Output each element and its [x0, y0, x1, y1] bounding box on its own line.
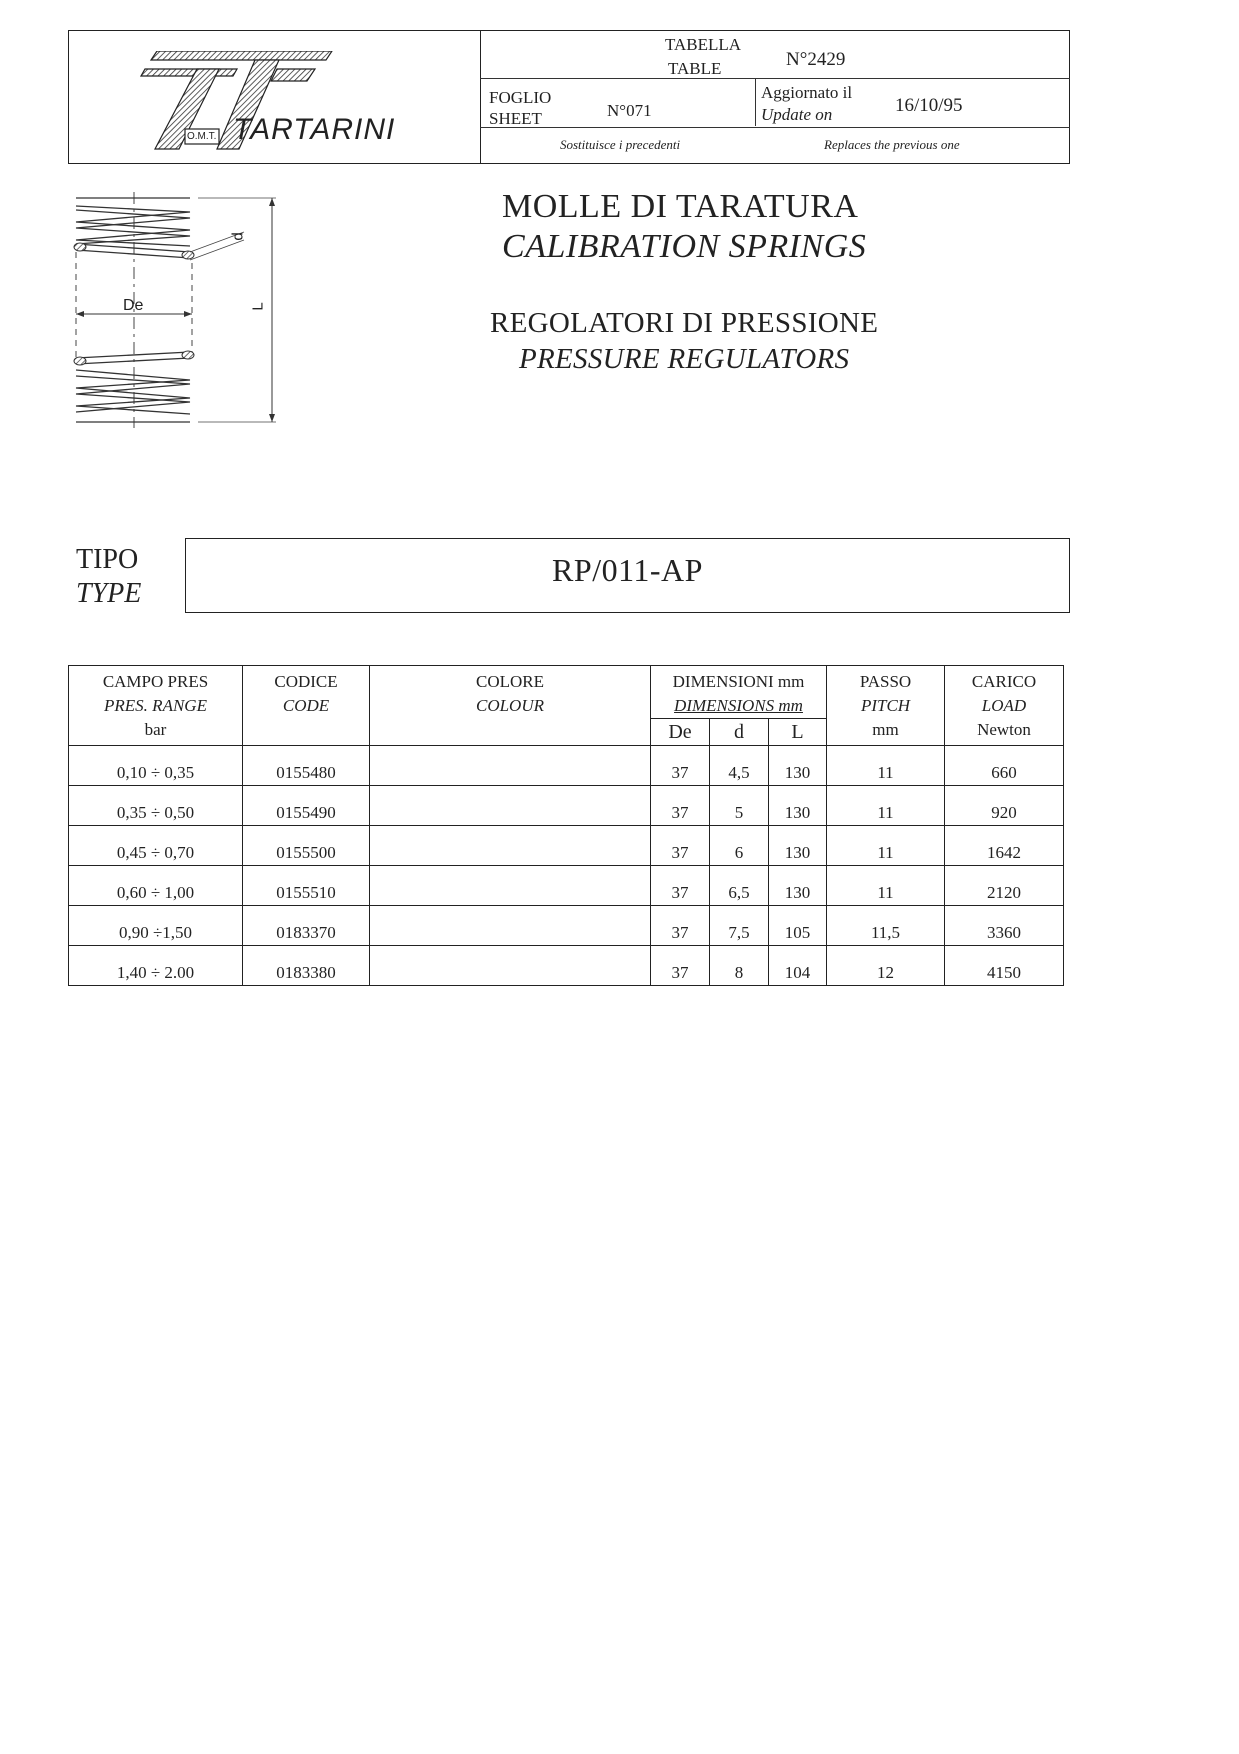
header-load	[945, 666, 1064, 746]
cell-colour	[370, 866, 651, 906]
cell-colour	[370, 906, 651, 946]
cell-pitch: 11,5	[827, 906, 945, 946]
cell-de: 37	[651, 746, 710, 786]
diagram-label-de: De	[123, 297, 144, 314]
header-range	[69, 666, 243, 746]
header-d: d	[710, 719, 769, 746]
header-colour	[370, 666, 651, 746]
cell-range: 0,90 ÷1,50	[69, 906, 243, 946]
header-divider-1	[480, 78, 1070, 79]
table-label-it: TABELLA	[665, 35, 742, 54]
header-range-en: PRES. RANGE	[104, 696, 207, 715]
cell-pitch: 11	[827, 746, 945, 786]
cell-code: 0155500	[243, 826, 370, 866]
cell-range: 0,10 ÷ 0,35	[69, 746, 243, 786]
updated-date: 16/10/95	[895, 95, 963, 116]
updated-label-en: Update on	[761, 105, 833, 124]
type-value: RP/011-AP	[552, 552, 703, 588]
cell-range: 0,45 ÷ 0,70	[69, 826, 243, 866]
table-row	[69, 906, 1064, 946]
cell-load: 4150	[945, 946, 1064, 986]
type-box	[185, 538, 1070, 613]
header-colour-it: COLORE	[476, 672, 544, 691]
cell-code: 0155510	[243, 866, 370, 906]
header-load-unit: Newton	[977, 720, 1031, 739]
header-load-it: CARICO	[971, 672, 1037, 691]
header-l: L	[769, 719, 827, 746]
cell-pitch: 11	[827, 826, 945, 866]
cell-load: 2120	[945, 866, 1064, 906]
sheet-number: N°071	[607, 101, 652, 120]
cell-range: 0,60 ÷ 1,00	[69, 866, 243, 906]
sheet-label-it: FOGLIO	[489, 88, 552, 107]
cell-code: 0183370	[243, 906, 370, 946]
cell-load: 660	[945, 746, 1064, 786]
title-sub-en: PRESSURE REGULATORS	[519, 343, 850, 375]
cell-range: 1,40 ÷ 2.00	[69, 946, 243, 986]
header-divider-2	[480, 127, 1070, 128]
header-pitch-en: PITCH	[860, 696, 911, 715]
sheet-label-en: SHEET	[489, 109, 542, 128]
cell-colour	[370, 746, 651, 786]
header-load-en: LOAD	[981, 696, 1027, 715]
cell-colour	[370, 826, 651, 866]
cell-pitch: 12	[827, 946, 945, 986]
header-vertical-divider	[755, 78, 756, 126]
cell-l: 105	[769, 906, 827, 946]
table-row	[69, 746, 1064, 786]
cell-l: 130	[769, 746, 827, 786]
table-row	[69, 826, 1064, 866]
cell-code: 0155480	[243, 746, 370, 786]
header-range-unit: bar	[144, 720, 167, 739]
cell-range: 0,35 ÷ 0,50	[69, 786, 243, 826]
cell-load: 1642	[945, 826, 1064, 866]
cell-colour	[370, 946, 651, 986]
cell-code: 0155490	[243, 786, 370, 826]
header-code-en: CODE	[282, 696, 330, 715]
table-row	[69, 786, 1064, 826]
table-row	[69, 866, 1064, 906]
header-range-it: CAMPO PRES	[102, 672, 209, 691]
cell-d: 5	[710, 786, 769, 826]
logo-cell	[69, 31, 481, 163]
cell-de: 37	[651, 866, 710, 906]
diagram-label-d: d	[229, 232, 247, 241]
cell-de: 37	[651, 786, 710, 826]
cell-de: 37	[651, 826, 710, 866]
table-header-row	[69, 666, 1064, 719]
type-label-it: TIPO	[76, 544, 139, 575]
header-pitch-unit: mm	[872, 720, 899, 739]
updated-label-it: Aggiornato il	[761, 83, 853, 102]
replaces-it: Sostituisce i precedenti	[560, 137, 681, 152]
type-label-en: TYPE	[76, 578, 142, 609]
cell-l: 130	[769, 826, 827, 866]
spring-table	[68, 665, 1064, 986]
brand-name: TARTARINI	[233, 113, 396, 146]
header-dimensions	[651, 666, 827, 719]
cell-code: 0183380	[243, 946, 370, 986]
header-pitch-it: PASSO	[859, 672, 912, 691]
header-dims-it: DIMENSIONI mm	[672, 672, 805, 691]
cell-d: 4,5	[710, 746, 769, 786]
cell-pitch: 11	[827, 786, 945, 826]
replaces-en: Replaces the previous one	[824, 137, 960, 152]
document-header	[68, 30, 1070, 164]
cell-d: 7,5	[710, 906, 769, 946]
cell-de: 37	[651, 906, 710, 946]
cell-pitch: 11	[827, 866, 945, 906]
cell-load: 3360	[945, 906, 1064, 946]
cell-load: 920	[945, 786, 1064, 826]
cell-d: 8	[710, 946, 769, 986]
table-label-en: TABLE	[668, 59, 722, 78]
table-number: N°2429	[786, 49, 846, 70]
header-dims-en: DIMENSIONS mm	[674, 696, 803, 715]
header-colour-en: COLOUR	[475, 696, 544, 715]
cell-l: 130	[769, 866, 827, 906]
logo-badge: O.M.T.	[187, 131, 217, 142]
header-pitch	[827, 666, 945, 746]
cell-l: 130	[769, 786, 827, 826]
title-sub-it: REGOLATORI DI PRESSIONE	[490, 307, 879, 339]
title-main-it: MOLLE DI TARATURA	[502, 188, 859, 225]
title-main-en: CALIBRATION SPRINGS	[502, 228, 867, 265]
cell-d: 6,5	[710, 866, 769, 906]
cell-de: 37	[651, 946, 710, 986]
cell-l: 104	[769, 946, 827, 986]
diagram-label-l: L	[249, 302, 267, 311]
header-de: De	[651, 719, 710, 746]
header-code-it: CODICE	[274, 672, 338, 691]
cell-colour	[370, 786, 651, 826]
cell-d: 6	[710, 826, 769, 866]
table-row	[69, 946, 1064, 986]
header-code	[243, 666, 370, 746]
